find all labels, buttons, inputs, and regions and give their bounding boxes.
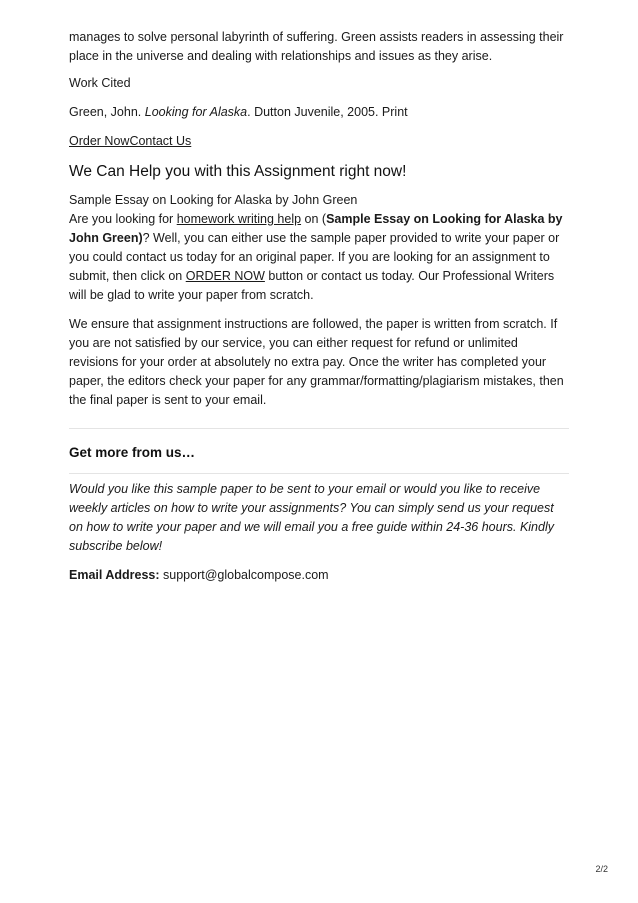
guarantee-paragraph: We ensure that assignment instructions are followed, the paper is written from scratch. If you are not satisfied by our service, you can either request for refund or unlimited revisions for your order at absolutely no extra pay. Once the writer has completed your paper, the editors check your paper for any grammar/formatting/plagiarism mistakes, then the final paper is sent to your email. <box>69 317 564 407</box>
document-page <box>69 28 569 595</box>
contact-us-link[interactable]: Contact Us <box>129 134 192 148</box>
help-text-a: Are you looking for <box>69 212 177 226</box>
help-subtitle: Sample Essay on Looking for Alaska by John Green <box>69 193 358 207</box>
email-line <box>69 566 569 585</box>
intro-paragraph: manages to solve personal labyrinth of suffering. Green assists readers in assessing their place in the universe and dealing with relationships and issues as they arise. <box>69 30 564 63</box>
section-divider <box>69 428 569 429</box>
order-contact-links <box>69 132 569 151</box>
more-heading: Get more from us… <box>69 445 196 460</box>
citation-author: Green, John. <box>69 105 145 119</box>
citation <box>69 103 569 122</box>
email-label: Email Address: <box>69 568 160 582</box>
order-now-link[interactable]: Order Now <box>69 134 130 148</box>
homework-help-link[interactable]: homework writing help <box>176 212 302 226</box>
help-text-b: on ( <box>301 212 327 226</box>
citation-rest: . Dutton Juvenile, 2005. Print <box>247 105 408 119</box>
page-number: 2/2 <box>595 864 608 874</box>
order-now-inline-link[interactable]: ORDER NOW <box>185 269 265 283</box>
email-value: support@globalcompose.com <box>159 568 329 582</box>
help-essay-title: Sample Essay on Looking for Alaska by John Green) <box>69 212 563 245</box>
heading-underline <box>69 473 569 474</box>
citation-title: Looking for Alaska <box>144 105 248 119</box>
help-heading: We Can Help you with this Assignment right now! <box>69 163 407 180</box>
help-paragraph <box>69 191 569 305</box>
subscribe-paragraph: Would you like this sample paper to be sent to your email or would you like to receive weekly articles on how to write your assignments? You can simply send us your request on how to write your paper and we will email you a free guide within 24-36 hours. Kindly subscribe below! <box>69 482 554 553</box>
works-cited-label: Work Cited <box>69 76 131 90</box>
help-text-c: ? Well, you can either use the sample paper provided to write your paper or you could contact us today for an original paper. If you are looking for an assignment to submit, then click on <box>69 231 560 283</box>
help-text-d: button or contact us today. Our Professional Writers will be glad to write your paper from scratch. <box>69 269 555 302</box>
